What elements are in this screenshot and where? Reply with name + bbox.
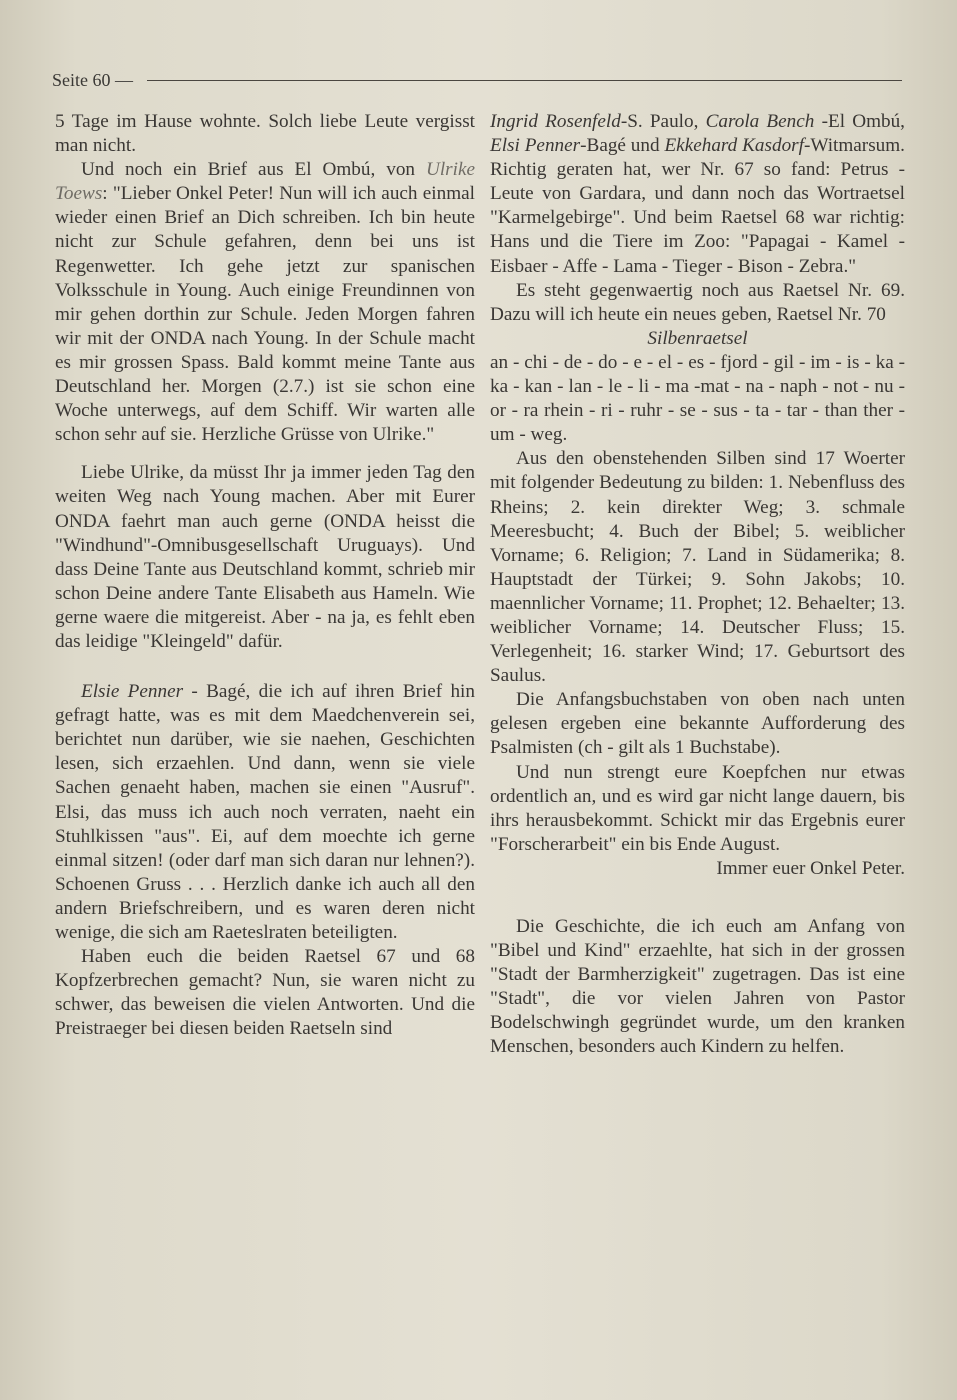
text: -S. Paulo, (620, 111, 706, 132)
puzzle-clues: Aus den obenstehenden Silben sind 17 Woerter mit folgender Bedeutung zu bilden: 1. Nebenfluss des Rheins; 2. kein direkter Weg; 3. schmale Meeresbucht; 4. Buch der Bibel; 5. weiblicher Vorname; 6. Religion; 7. Land in Südamerika; 8. Hauptstadt der Türkei; 9. Sohn Jakobs; 10. maennlicher Vorname; 11. Prophet; 12. Behaelter; 13. weiblicher Vorname; 14. Deutscher Fluss; 15. Verlegenheit; 16. starker Wind; 17. Geburtsort des Saulus. (490, 448, 905, 687)
text: Und noch ein Brief aus El Ombú, von (81, 159, 426, 181)
text: - Bagé, die ich auf ihren Brief hin gefragt hatte, was es mit dem Maedchenverein sei, berichtet nun darüber, wie sie naehen, Geschichten lesen, sich erzaehlen. Und dann, wenn sie viele Sachen genaeht haben, machen sie einen "Ausruf". Elsi, das muss ich auch noch verraten, naeht ein Stuhlkissen "aus". Ei, auf dem moechte ich gerne einmal sitzen! (oder darf man sich daran nur lehnen?). Schoenen Gruss . . . Herzlich danke ich auch all den andern Briefschreibern, und es waren deren nicht wenige, die sich am Raeteslraten beteiligten. (55, 681, 475, 943)
letter-ulrike (55, 158, 475, 447)
page-header (52, 70, 902, 94)
winners-paragraph (490, 110, 905, 279)
winner-name: Ingrid Rosenfeld (490, 111, 621, 132)
reply-ulrike: Liebe Ulrike, da müsst Ihr ja immer jeden Tag den weiten Weg nach Young machen. Aber mit Eurer ONDA faehrt man auch gerne (ONDA heisst die "Windhund"-Omnibusgesellschaft Uruguays). Und dass Deine Tante aus Deutschland kommt, schrieb mir schon Deine andere Tante Elisabeth aus Hameln. Wie gerne waere die mitgereist. Aber - na ja, es fehlt eben das leidige "Kleingeld" dafür. (55, 462, 475, 652)
winner-name: Carola Bench (705, 111, 815, 132)
writer-name: Elsie Penner (81, 681, 184, 703)
paragraph: Und nun strengt eure Koepfchen nur etwas ordentlich an, und es wird gar nicht lange dauern, bis ihrs herausbekommt. Schickt mir das Ergebnis eurer "Forscherarbeit" ein bis Ende August. (490, 761, 905, 855)
paragraph: Die Anfangsbuchstaben von oben nach unten gelesen ergeben eine bekannte Aufforderung des Psalmisten (ch - gilt als 1 Buchstabe). (490, 689, 905, 759)
left-column (55, 110, 475, 1041)
right-column (490, 110, 905, 1060)
signature: Immer euer Onkel Peter. (716, 857, 905, 879)
text: : "Lieber Onkel Peter! Nun will ich auch einmal wieder einen Brief an Dich schreiben. Ich bin heute nicht zur Schule gefahren, denn bei uns ist Regenwetter. Ich gehe jetzt zur spanischen Volksschule in Young. Auch einige Freundinnen von mir gehen dorthin zur Schule. Jeden Morgen fahren wir mit der ONDA nach Young. In der Schule macht es mir grossen Spass. Bald kommt meine Tante aus Deutschland her. Morgen (2.7.) ist sie schon eine Woche unterwegs, auf dem Schiff. Wir warten alle schon sehr auf sie. Herzliche Grüsse von Ulrike." (55, 183, 475, 446)
paragraph: 5 Tage im Hause wohnte. Solch liebe Leute vergisst man nicht. (55, 111, 475, 157)
header-rule (147, 80, 902, 81)
paragraph-elsie (55, 680, 475, 945)
text: -Witmarsum. Richtig geraten hat, wer Nr. 67 so fand: Petrus - Leute von Gardara, und dann noch das Wortraetsel "Karmelgebirge". Und beim Raetsel 68 war richtig: Hans und die Tiere im Zoo: "Papagai - Kamel - Eisbaer - Affe - Lama - Tieger - Bison - Zebra." (490, 135, 905, 277)
winner-name: Elsi Penner (490, 135, 581, 157)
text: -El Ombú, (814, 111, 905, 132)
paragraph-story: Die Geschichte, die ich euch am Anfang von "Bibel und Kind" erzaehlte, hat sich in der grossen "Stadt der Barmherzigkeit" zugetragen. Das ist eine "Stadt", die vor vielen Jahren von Pastor Bodelschwingh gegründet wurde, um den kranken Menschen, besonders auch Kindern zu helfen. (490, 916, 905, 1058)
paragraph: Haben euch die beiden Raetsel 67 und 68 Kopfzerbrechen gemacht? Nun, sie waren nicht zu schwer, das beweisen die vielen Antworten. Und die Preistraeger bei diesen beiden Raetseln sind (55, 946, 475, 1040)
winner-name: Ekkehard Kasdorf (664, 135, 804, 157)
puzzle-title: Silbenraetsel (647, 327, 748, 349)
text: -Bagé und (580, 135, 665, 157)
paragraph: Es steht gegenwaertig noch aus Raetsel Nr. 69. Dazu will ich heute ein neues geben, Raetsel Nr. 70 (490, 279, 905, 325)
writer-name: Ulrike Toews (55, 159, 475, 205)
syllable-list: an - chi - de - do - e - el - es - fjord - gil - im - is - ka - ka - kan - lan - le - li - ma -mat - na - naph - not - nu - or - ra rhein - ri - ruhr - se - sus - ta - tar - than ther - um - weg. (490, 351, 905, 446)
page-number: Seite 60 — (52, 70, 133, 90)
